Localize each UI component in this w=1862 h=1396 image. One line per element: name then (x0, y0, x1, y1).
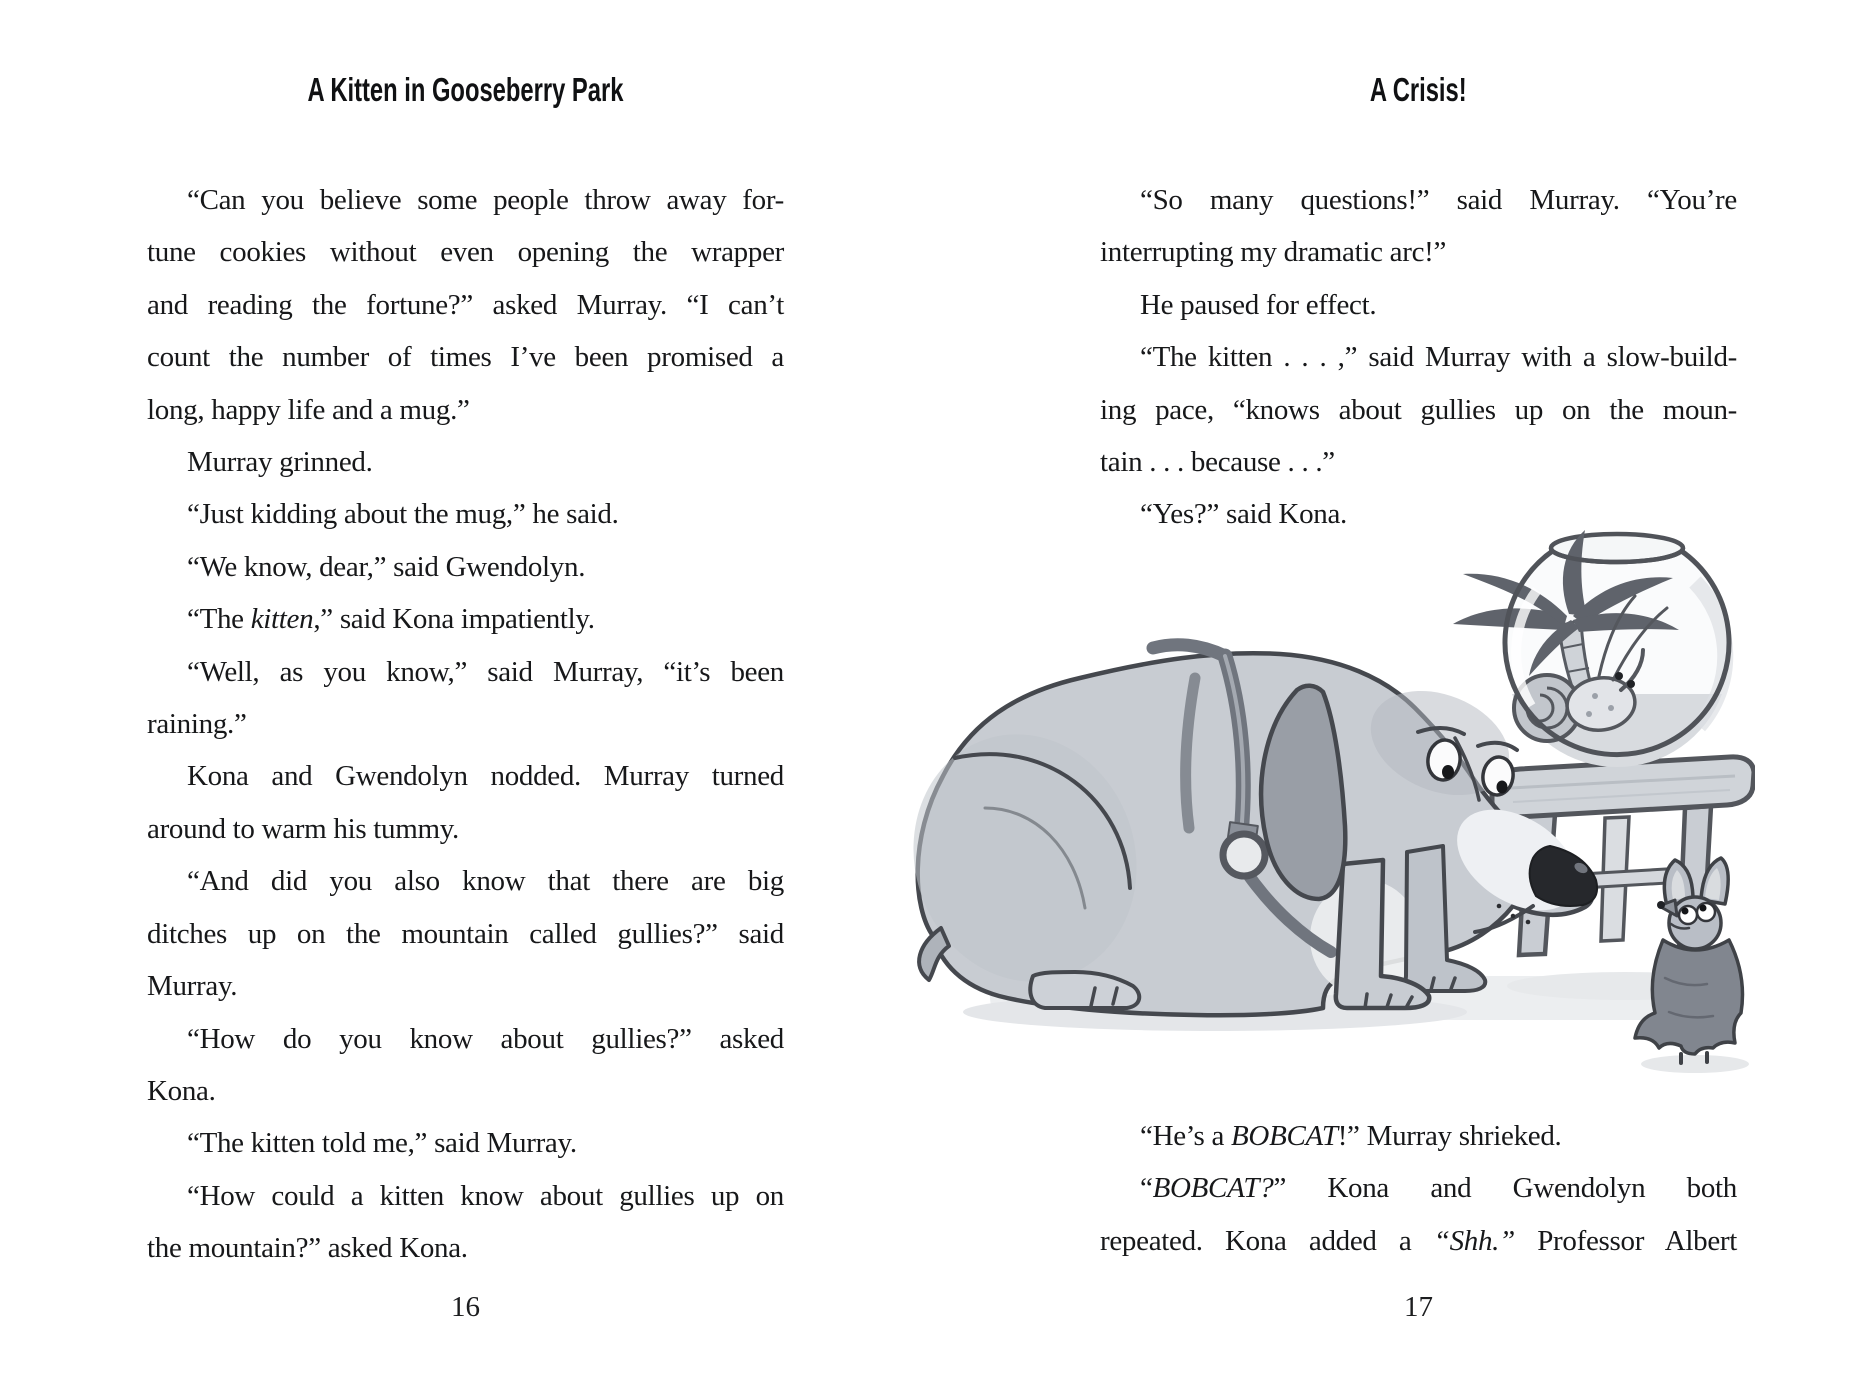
text-line: “BOBCAT?” Kona and Gwendolyn both (1140, 1172, 1737, 1205)
text-line: long, happy life and a mug.” (147, 393, 470, 426)
text-line: “The kitten,” said Kona impatiently. (187, 603, 595, 636)
text-line: interrupting my dramatic arc!” (1100, 236, 1447, 269)
running-head-right-text: A Crisis! (1370, 71, 1467, 108)
text-line: “How do you know about gullies?” asked (187, 1022, 784, 1055)
text-line: tain . . . because . . .” (1100, 446, 1335, 479)
right-page-text-bottom (1100, 1110, 1737, 1267)
text-line: “Yes?” said Kona. (1140, 498, 1347, 531)
text-line: and reading the fortune?” asked Murray. “I can’t (147, 288, 784, 321)
text-line: “The kitten told me,” said Murray. (187, 1127, 577, 1160)
text-line: “Just kidding about the mug,” he said. (187, 498, 619, 531)
text-line: “The kitten . . . ,” said Murray with a slow-build- (1140, 341, 1737, 374)
text-line: He paused for effect. (1140, 288, 1377, 321)
left-page-text (147, 174, 784, 1275)
text-line: ditches up on the mountain called gullies?” said (147, 917, 784, 950)
running-head-left-text: A Kitten in Gooseberry Park (307, 71, 624, 108)
text-line: Murray grinned. (187, 446, 373, 479)
text-line: Murray. (147, 970, 238, 1003)
page-number-right: 17 (1404, 1291, 1433, 1323)
text-line: “Well, as you know,” said Murray, “it’s been (187, 655, 784, 688)
text-line: repeated. Kona added a “Shh.” Professor Albert (1100, 1224, 1738, 1257)
running-head-left (147, 72, 784, 112)
text-line: Kona and Gwendolyn nodded. Murray turned (187, 760, 784, 793)
dog-kona (895, 645, 1597, 1016)
text-line: “Can you believe some people throw away for- (187, 184, 784, 216)
text-line: ing pace, “knows about gullies up on the moun- (1100, 393, 1737, 426)
text-line: “And did you also know that there are big (187, 865, 784, 898)
text-line: raining.” (147, 708, 247, 741)
text-line: count the number of times I’ve been promised a (147, 341, 784, 374)
running-head-right (1100, 72, 1737, 112)
text-line: the mountain?” asked Kona. (147, 1232, 468, 1265)
page-number-left: 16 (451, 1291, 480, 1323)
bat-wings (1635, 940, 1743, 1054)
text-line: around to warm his tummy. (147, 812, 459, 845)
text-line: Kona. (147, 1074, 216, 1107)
text-line: tune cookies without even opening the wrapper (147, 236, 784, 269)
text-line: “How could a kitten know about gullies up on (187, 1179, 784, 1212)
text-line: “We know, dear,” said Gwendolyn. (187, 550, 586, 583)
dog-nose (1530, 846, 1597, 906)
right-page-text-top (1100, 174, 1737, 541)
text-line: “So many questions!” said Murray. “You’re (1140, 184, 1737, 216)
illustration (895, 508, 1755, 1108)
text-line: “He’s a BOBCAT!” Murray shrieked. (1140, 1120, 1562, 1152)
bat-murray (1635, 858, 1743, 1063)
